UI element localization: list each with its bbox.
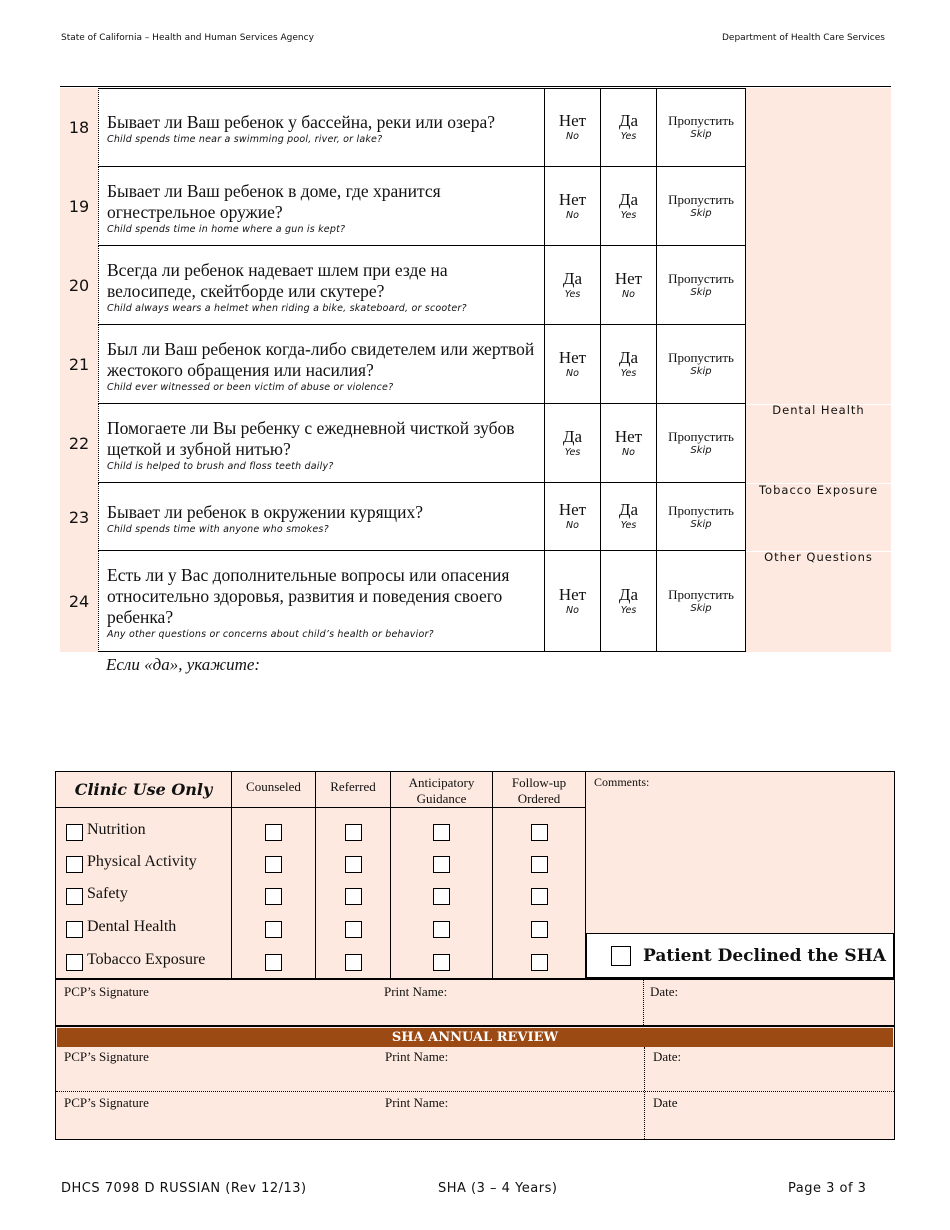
question-english: Any other questions or concerns about child’s health or behavior? [107, 629, 434, 640]
skip-option[interactable] [657, 404, 746, 483]
patient-declined-label: Patient Declined the SHA [643, 945, 886, 966]
topic-label: Dental Health [87, 918, 177, 935]
answer-option-1[interactable] [545, 551, 601, 652]
question-number: 22 [60, 404, 98, 483]
annual-review-banner: SHA ANNUAL REVIEW [57, 1028, 893, 1047]
answer-2-russian: Нет [614, 426, 643, 446]
anticipatory-checkbox[interactable] [433, 888, 450, 905]
signature-row-1 [55, 979, 895, 1026]
question-english: Child is helped to brush and floss teeth daily? [107, 460, 334, 472]
review-print-name-label-2: Print Name: [385, 1095, 449, 1110]
answer-1-russian: Нет [558, 500, 587, 519]
annual-review-section [55, 1026, 895, 1140]
question-russian: Всегда ли ребенок надевает шлем при езде на велосипеде, скейтборде или скутере? [107, 259, 448, 301]
clinic-title: Clinic Use Only [74, 780, 213, 799]
skip-option[interactable] [657, 246, 746, 325]
question-text [98, 88, 545, 167]
question-text [98, 483, 545, 551]
question-row [60, 88, 746, 167]
anticipatory-checkbox[interactable] [433, 856, 450, 873]
referred-checkbox[interactable] [345, 954, 362, 971]
pcp-signature-label: PCP’s Signature [64, 984, 149, 999]
answer-1-english: No [566, 520, 579, 531]
answer-1-russian: Нет [558, 347, 587, 367]
question-number: 23 [60, 483, 98, 551]
answer-2-english: Yes [620, 209, 637, 221]
clinic-use-table [55, 771, 895, 979]
answer-2-russian: Да [618, 110, 639, 130]
col-anticipatory: Anticipatory Guidance [391, 772, 493, 808]
top-rule [60, 86, 891, 87]
answer-option-1[interactable] [545, 246, 601, 325]
patient-declined[interactable] [586, 933, 894, 978]
answer-option-1[interactable] [545, 404, 601, 483]
skip-russian: Пропустить [668, 192, 734, 207]
question-russian: Помогаете ли Вы ребенку с ежедневной чисткой зубов щеткой и зубной нитью? [107, 417, 515, 459]
question-english: Child always wears a helmet when riding a bike, skateboard, or scooter? [107, 302, 467, 314]
patient-declined-checkbox[interactable] [611, 946, 631, 966]
side-label-dental: Dental Health [772, 403, 865, 417]
anticipatory-checkbox[interactable] [433, 954, 450, 971]
skip-english: Skip [690, 208, 712, 219]
topic-checkbox[interactable] [66, 954, 83, 971]
question-text [98, 404, 545, 483]
skip-russian: Пропустить [668, 429, 734, 444]
answer-2-english: No [622, 446, 635, 458]
question-english: Child ever witnessed or been victim of abuse or violence? [107, 381, 394, 393]
answer-2-english: No [622, 288, 635, 300]
skip-option[interactable] [657, 167, 746, 246]
answer-2-russian: Да [618, 500, 639, 519]
answer-1-english: No [566, 209, 579, 221]
referred-checkbox[interactable] [345, 824, 362, 841]
review-date-label-1: Date: [653, 1049, 682, 1064]
date-label: Date: [650, 984, 679, 999]
counseled-checkbox[interactable] [265, 921, 282, 938]
side-label-other: Other Questions [764, 550, 873, 564]
form-title: SHA (3 – 4 Years) [438, 1181, 558, 1196]
col-followup: Follow-up Ordered [493, 772, 586, 808]
agency-header: State of California – Health and Human Services Agency [61, 33, 314, 43]
skip-option[interactable] [657, 551, 746, 652]
question-row [60, 167, 746, 246]
topic-label: Safety [87, 885, 128, 902]
question-number: 19 [60, 167, 98, 246]
counseled-checkbox[interactable] [265, 856, 282, 873]
answer-option-2[interactable] [601, 483, 657, 551]
question-text [98, 246, 545, 325]
answer-2-russian: Да [618, 347, 639, 367]
skip-russian: Пропустить [668, 271, 734, 286]
col-counseled: Counseled [232, 772, 316, 808]
print-name-label: Print Name: [384, 984, 448, 999]
question-row [60, 404, 746, 483]
answer-2-russian: Нет [614, 268, 643, 288]
skip-english: Skip [690, 129, 712, 140]
anticipatory-checkbox[interactable] [433, 824, 450, 841]
followup-checkbox[interactable] [531, 921, 548, 938]
comments-box[interactable] [586, 772, 894, 934]
skip-english: Skip [690, 518, 712, 530]
question-text [98, 325, 545, 404]
question-row [60, 246, 746, 325]
question-english: Child spends time with anyone who smokes? [107, 523, 329, 535]
answer-option-2[interactable] [601, 325, 657, 404]
counseled-checkbox[interactable] [265, 824, 282, 841]
referred-checkbox[interactable] [345, 856, 362, 873]
followup-checkbox[interactable] [531, 888, 548, 905]
topic-label: Tobacco Exposure [87, 951, 206, 968]
answer-1-english: Yes [564, 288, 581, 300]
question-text [98, 551, 545, 652]
answer-1-english: No [566, 604, 579, 616]
answer-1-english: Yes [564, 446, 581, 458]
answer-option-2[interactable] [601, 246, 657, 325]
question-text [98, 167, 545, 246]
topic-checkbox[interactable] [66, 888, 83, 905]
side-label-tobacco: Tobacco Exposure [758, 483, 879, 497]
answer-2-english: Yes [620, 604, 637, 616]
skip-option[interactable] [657, 325, 746, 404]
question-english: Child spends time near a swimming pool, river, or lake? [107, 134, 383, 145]
topic-label: Nutrition [87, 821, 146, 838]
answer-2-english: Yes [620, 130, 637, 142]
question-russian: Был ли Ваш ребенок когда-либо свидетелем или жертвой жестокого обращения или насилия? [107, 338, 535, 380]
review-pcp-signature-label-1: PCP’s Signature [64, 1049, 149, 1064]
counseled-checkbox[interactable] [265, 954, 282, 971]
answer-option-1[interactable] [545, 88, 601, 167]
followup-checkbox[interactable] [531, 856, 548, 873]
followup-checkbox[interactable] [531, 824, 548, 841]
comments-label: Comments: [594, 775, 650, 789]
review-date-label-2: Date [653, 1095, 678, 1110]
col-referred: Referred [316, 772, 391, 808]
review-print-name-label-1: Print Name: [385, 1049, 449, 1064]
answer-option-2[interactable] [601, 551, 657, 652]
answer-option-2[interactable] [601, 404, 657, 483]
answer-1-russian: Нет [558, 584, 587, 604]
counseled-checkbox[interactable] [265, 888, 282, 905]
skip-option[interactable] [657, 88, 746, 167]
answer-option-1[interactable] [545, 167, 601, 246]
form-number: DHCS 7098 D RUSSIAN (Rev 12/13) [61, 1181, 307, 1196]
page-number: Page 3 of 3 [788, 1181, 867, 1196]
skip-russian: Пропустить [668, 113, 734, 128]
skip-english: Skip [690, 366, 712, 377]
answer-1-russian: Нет [558, 189, 587, 209]
answer-1-russian: Да [562, 426, 583, 446]
skip-english: Skip [690, 603, 712, 614]
answer-1-russian: Нет [558, 110, 587, 130]
question-english: Child spends time in home where a gun is kept? [107, 223, 346, 235]
question-row [60, 325, 746, 404]
skip-russian: Пропустить [668, 502, 734, 518]
answer-2-english: Yes [620, 520, 637, 531]
answer-option-2[interactable] [601, 88, 657, 167]
side-column [746, 88, 891, 652]
answer-1-english: No [566, 367, 579, 379]
skip-option[interactable] [657, 483, 746, 551]
question-row [60, 551, 746, 652]
topic-checkbox[interactable] [66, 921, 83, 938]
referred-checkbox[interactable] [345, 921, 362, 938]
skip-english: Skip [690, 287, 712, 298]
question-russian: Бывает ли Ваш ребенок у бассейна, реки или озера? [107, 112, 495, 132]
question-number: 21 [60, 325, 98, 404]
department-header: Department of Health Care Services [722, 33, 885, 43]
skip-russian: Пропустить [668, 587, 734, 602]
topic-checkbox[interactable] [66, 824, 83, 841]
topic-label: Physical Activity [87, 853, 197, 870]
question-russian: Бывает ли ребенок в окружении курящих? [107, 501, 424, 522]
skip-russian: Пропустить [668, 350, 734, 365]
answer-2-russian: Да [618, 189, 639, 209]
answer-2-english: Yes [620, 367, 637, 379]
topic-checkbox[interactable] [66, 856, 83, 873]
question-number: 18 [60, 88, 98, 167]
question-number: 20 [60, 246, 98, 325]
referred-checkbox[interactable] [345, 888, 362, 905]
question-number: 24 [60, 551, 98, 652]
question-row [60, 483, 746, 551]
answer-option-1[interactable] [545, 483, 601, 551]
followup-checkbox[interactable] [531, 954, 548, 971]
question-russian: Есть ли у Вас дополнительные вопросы или опасения относительно здоровья, развития и поведения своего ребенка? [107, 565, 510, 627]
review-pcp-signature-label-2: PCP’s Signature [64, 1095, 149, 1110]
if-yes-label: Если «да», укажите: [106, 655, 261, 674]
answer-1-english: No [566, 130, 579, 142]
answer-2-russian: Да [618, 584, 639, 604]
question-russian: Бывает ли Ваш ребенок в доме, где хранится огнестрельное оружие? [107, 180, 441, 222]
skip-english: Skip [690, 445, 712, 456]
answer-option-1[interactable] [545, 325, 601, 404]
anticipatory-checkbox[interactable] [433, 921, 450, 938]
answer-1-russian: Да [562, 268, 583, 288]
answer-option-2[interactable] [601, 167, 657, 246]
